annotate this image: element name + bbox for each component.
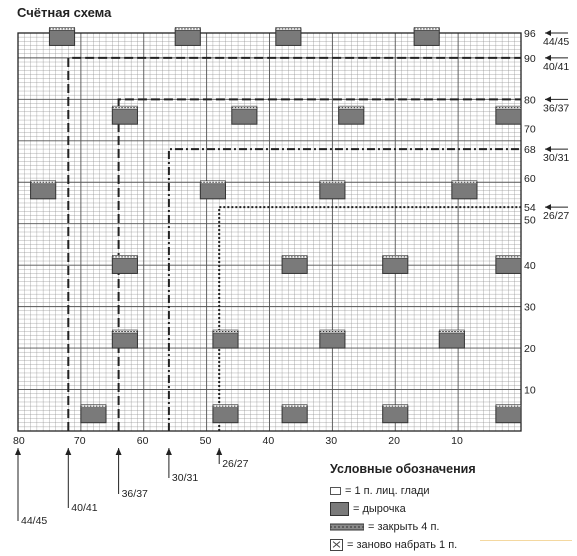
hole-5 (232, 106, 257, 124)
row-label-54: 54 (524, 202, 536, 215)
col-label-80: 80 (13, 435, 25, 447)
legend-hole-label: = дырочка (353, 503, 406, 515)
hole-24 (496, 405, 521, 423)
legend-title: Условные обозначения (330, 462, 476, 476)
hole-11 (452, 181, 477, 199)
hole-13 (282, 255, 307, 273)
hole-9 (200, 181, 225, 199)
size-label-right-30-31: 30/31 (543, 152, 570, 165)
col-label-10: 10 (451, 435, 463, 447)
arrow-head (216, 448, 222, 455)
hole-fill (112, 332, 137, 349)
hole-fill (175, 29, 200, 46)
hole-17 (213, 330, 238, 348)
hole-fill (496, 108, 521, 125)
hole-fill (439, 332, 464, 349)
hole-fill (112, 108, 137, 125)
hole-fill (339, 108, 364, 125)
size-label-right-26-27: 26/27 (543, 210, 570, 223)
hole-22 (282, 405, 307, 423)
bind-off-icon (330, 523, 364, 531)
col-label-30: 30 (325, 435, 338, 447)
legend-divider (480, 540, 572, 541)
legend-item-stitch (330, 482, 570, 500)
arrow-head (65, 448, 71, 455)
hole-icon (330, 502, 349, 516)
hole-fill (282, 406, 307, 423)
legend-cast-on-label: = заново набрать 1 п. (347, 539, 458, 551)
hole-8 (31, 181, 56, 199)
arrow-head (15, 448, 21, 455)
legend-item-bind-off (330, 518, 570, 536)
row-label-40: 40 (524, 260, 536, 273)
hole-10 (320, 181, 345, 199)
bottom-arrow-40-41 (65, 448, 71, 508)
col-label-20: 20 (388, 435, 400, 447)
col-label-60: 60 (136, 435, 149, 447)
hole-fill (232, 108, 257, 125)
hole-fill (200, 182, 225, 199)
hole-fill (452, 182, 477, 199)
bottom-arrow-44-45 (15, 448, 21, 521)
hole-fill (496, 406, 521, 423)
hole-1 (175, 27, 200, 45)
legend-item-hole (330, 500, 570, 518)
hole-0 (49, 27, 74, 45)
size-label-bottom-36-37: 36/37 (121, 488, 148, 500)
row-label-30: 30 (524, 301, 536, 314)
arrow-head (166, 448, 172, 455)
hole-fill (320, 332, 345, 349)
hole-fill (496, 257, 521, 274)
hole-fill (31, 182, 56, 199)
row-label-20: 20 (524, 343, 536, 356)
hole-3 (414, 27, 439, 45)
row-label-68: 68 (524, 144, 536, 157)
hole-14 (383, 255, 408, 273)
col-label-50: 50 (199, 435, 212, 447)
row-label-50: 50 (524, 214, 536, 227)
size-label-right-36-37: 36/37 (543, 102, 570, 115)
legend-bind-off-label: = закрыть 4 п. (368, 521, 440, 533)
hole-fill (112, 257, 137, 274)
hole-fill (282, 257, 307, 274)
size-label-bottom-26-27: 26/27 (222, 458, 249, 470)
hole-fill (213, 332, 238, 349)
hole-fill (49, 29, 74, 46)
row-label-90: 90 (524, 52, 536, 65)
stitch-square-icon (330, 487, 341, 495)
cast-on-icon (330, 539, 343, 551)
col-label-70: 70 (73, 435, 86, 447)
page-title: Счётная схема (17, 5, 112, 20)
size-label-bottom-40-41: 40/41 (71, 502, 98, 514)
hole-2 (276, 27, 301, 45)
hole-fill (414, 29, 439, 46)
chart-grid (18, 33, 521, 431)
size-label-bottom-44-45: 44/45 (21, 515, 48, 527)
row-label-60: 60 (524, 173, 536, 186)
hole-fill (383, 257, 408, 274)
row-label-80: 80 (524, 94, 536, 107)
legend-item-cast-on (330, 536, 570, 554)
col-label-40: 40 (262, 435, 275, 447)
hole-12 (112, 255, 137, 273)
hole-fill (276, 29, 301, 46)
hole-7 (496, 106, 521, 124)
row-label-70: 70 (524, 123, 536, 136)
hole-20 (81, 405, 106, 423)
hole-15 (496, 255, 521, 273)
hole-fill (213, 406, 238, 423)
row-label-96: 96 (524, 28, 536, 40)
hole-fill (383, 406, 408, 423)
hole-21 (213, 405, 238, 423)
hole-4 (112, 106, 137, 124)
hole-23 (383, 405, 408, 423)
hole-19 (439, 330, 464, 348)
size-label-right-44-45: 44/45 (543, 36, 570, 48)
row-label-10: 10 (524, 384, 536, 397)
hole-16 (112, 330, 137, 348)
hole-fill (81, 406, 106, 423)
legend-stitch-label: = 1 п. лиц. глади (345, 485, 430, 497)
hole-fill (320, 182, 345, 199)
hole-18 (320, 330, 345, 348)
legend (330, 462, 570, 554)
size-label-bottom-30-31: 30/31 (171, 472, 199, 484)
size-label-right-40-41: 40/41 (543, 60, 570, 73)
arrow-head (116, 448, 122, 455)
hole-6 (339, 106, 364, 124)
